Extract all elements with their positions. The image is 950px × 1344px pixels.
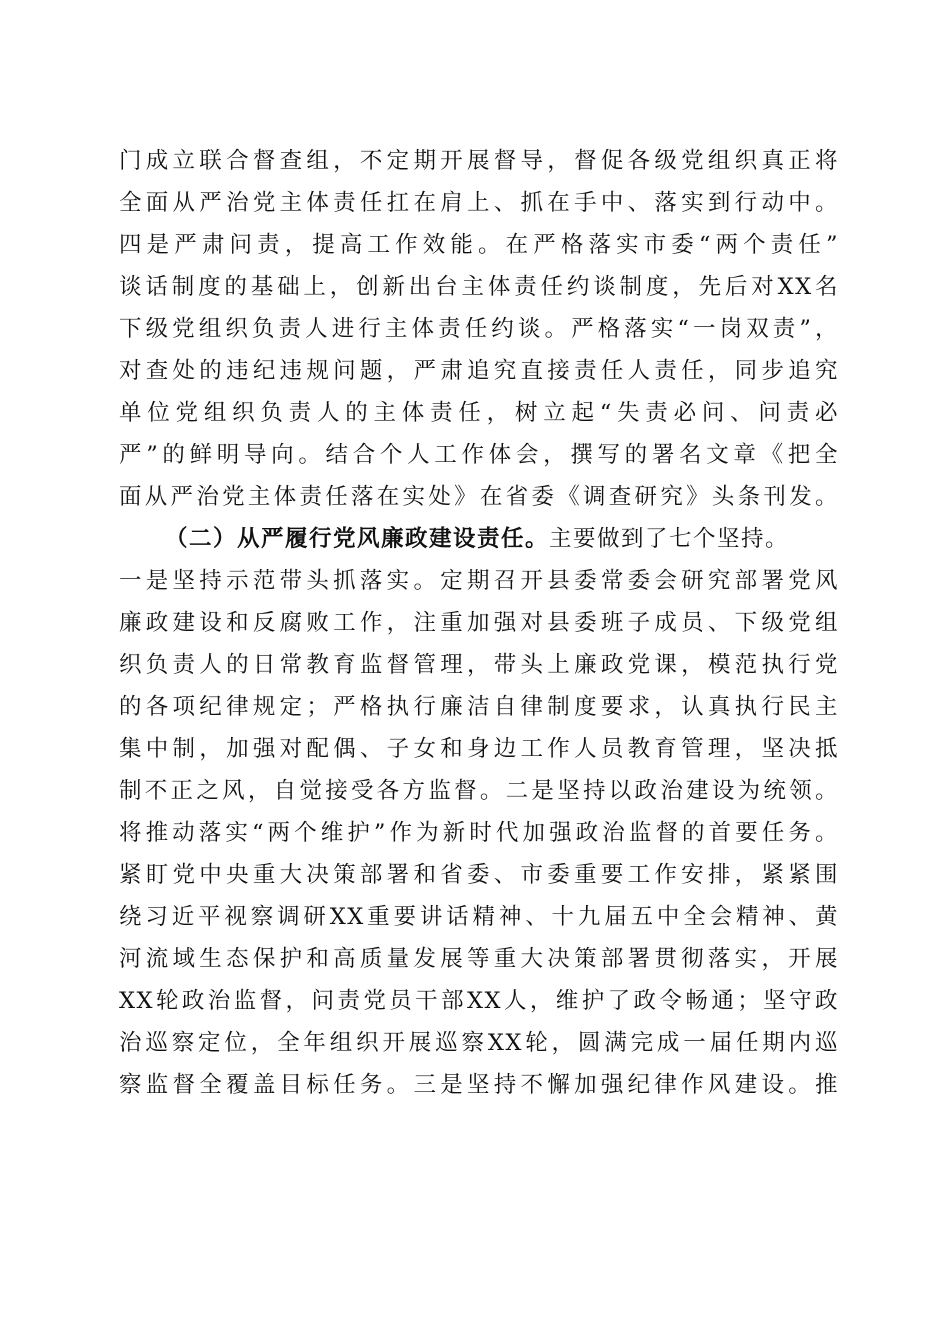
text-line: 河流域生态保护和高质量发展等重大决策部署贯彻落实，开展 (119, 946, 839, 972)
text-line: 谈话制度的基础上，创新出台主体责任约谈制度，先后对XX名 (119, 274, 839, 300)
text-line: 四是严肃问责，提高工作效能。在严格落实市委“两个责任” (119, 232, 839, 258)
text-line: 一是坚持示范带头抓落实。定期召开县委常委会研究部署党风 (119, 568, 839, 594)
text-line: XX轮政治监督，问责党员干部XX人，维护了政令畅通；坚守政 (119, 988, 839, 1014)
text-line: 察监督全覆盖目标任务。三是坚持不懈加强纪律作风建设。推 (119, 1072, 839, 1098)
text-line: 制不正之风，自觉接受各方监督。二是坚持以政治建设为统领。 (119, 778, 839, 804)
text-line: 单位党组织负责人的主体责任，树立起“失责必问、问责必 (119, 400, 839, 426)
text-line: 全面从严治党主体责任扛在肩上、抓在手中、落实到行动中。 (119, 190, 839, 216)
text-line: 绕习近平视察调研XX重要讲话精神、十九届五中全会精神、黄 (119, 904, 839, 930)
text-line: 面从严治党主体责任落在实处》在省委《调查研究》头条刊发。 (119, 484, 839, 510)
text-line: 织负责人的日常教育监督管理，带头上廉政党课，模范执行党 (119, 652, 839, 678)
text-line: 廉政建设和反腐败工作，注重加强对县委班子成员、下级党组 (119, 610, 839, 636)
text-line: 的各项纪律规定；严格执行廉洁自律制度要求，认真执行民主 (119, 694, 839, 720)
text-line: 集中制，加强对配偶、子女和身边工作人员教育管理，坚决抵 (119, 736, 839, 762)
text-line: 门成立联合督查组，不定期开展督导，督促各级党组织真正将 (119, 148, 839, 174)
body-text (119, 140, 839, 1106)
text-line: 下级党组织负责人进行主体责任约谈。严格落实“一岗双责”， (119, 316, 839, 342)
section-heading-tail: 主要做到了七个坚持。 (549, 526, 790, 552)
text-line: 对查处的违纪违规问题，严肃追究直接责任人责任，同步追究 (119, 358, 839, 384)
text-line: 严”的鲜明导向。结合个人工作体会，撰写的署名文章《把全 (119, 442, 839, 468)
text-line: 紧盯党中央重大决策部署和省委、市委重要工作安排，紧紧围 (119, 862, 839, 888)
text-line: 将推动落实“两个维护”作为新时代加强政治监督的首要任务。 (119, 820, 839, 846)
text-line: 治巡察定位，全年组织开展巡察XX轮，圆满完成一届任期内巡 (119, 1030, 839, 1056)
section-heading-line (119, 518, 839, 560)
section-heading: （二）从严履行党风廉政建设责任。 (165, 526, 550, 552)
